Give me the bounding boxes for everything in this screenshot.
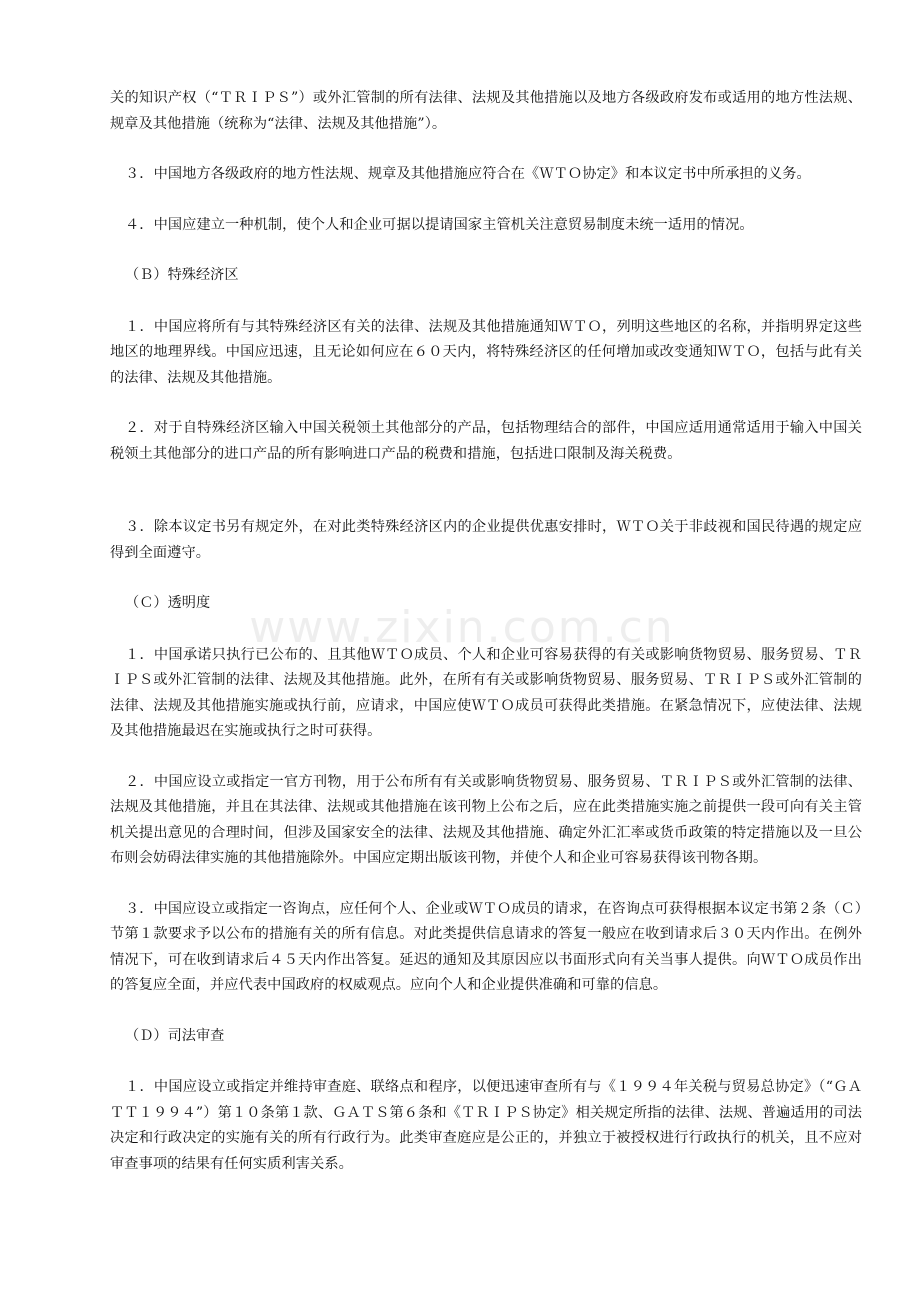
section-heading-b: （Ｂ）特殊经济区 (125, 267, 239, 283)
watermark: www.zixin.com.cn (249, 602, 675, 653)
paragraph-item-4: ４．中国应建立一种机制，使个人和企业可据以提请国家主管机关注意贸易制度未统一适用的情况。 (125, 216, 754, 233)
section-b-item-3: ３．除本议定书另有规定外，在对此类特殊经济区内的企业提供优惠安排时，ＷＴＯ关于非歧视和国民待遇的规定应得到全面遵守。 (110, 519, 862, 561)
section-c-item-1: １．中国承诺只执行已公布的、且其他ＷＴＯ成员、个人和企业可容易获得的有关或影响货物贸易、服务贸易、ＴＲＩＰＳ或外汇管制的法律、法规及其他措施。此外，在所有有关或影响货物贸易、服务贸易、ＴＲＩＰＳ或外汇管制的法律、法规及其他措施实施或执行前，应请求，中国应使ＷＴＯ成员可获得此类措施。在紧急情况下，应使法律、法规及其他措施最迟在实施或执行之时可获得。 (110, 646, 862, 739)
section-heading-c: （Ｃ）透明度 (125, 595, 211, 611)
section-c-item-2: ２．中国应设立或指定一官方刊物，用于公布所有有关或影响货物贸易、服务贸易、ＴＲＩＰＳ或外汇管制的法律、法规及其他措施，并且在其法律、法规或其他措施在该刊物上公布之后，应在此类措施实施之前提供一段可向有关主管机关提出意见的合理时间，但涉及国家安全的法律、法规及其他措施、确定外汇汇率或货币政策的特定措施以及一旦公布则会妨碍法律实施的其他措施除外。中国应定期出版该刊物，并使个人和企业可容易获得该刊物各期。 (110, 773, 862, 866)
section-b-item-2: ２．对于自特殊经济区输入中国关税领土其他部分的产品，包括物理结合的部件，中国应适用通常适用于输入中国关税领土其他部分的进口产品的所有影响进口产品的税费和措施，包括进口限制及海关税费。 (110, 420, 862, 462)
document-body (110, 86, 862, 1202)
section-d-item-1: １．中国应设立或指定并维持审查庭、联络点和程序，以便迅速审查所有与《１９９４年关税与贸易总协定》（“ＧＡＴＴ１９９４”）第１０条第１款、ＧＡＴＳ第６条和《ＴＲＩＰＳ协定》相关规定所指的法律、法规、普遍适用的司法决定和行政决定的实施有关的所有行政行为。此类审查庭应是公正的，并独立于被授权进行行政执行的机关，且不应对审查事项的结果有任何实质利害关系。 (110, 1079, 862, 1172)
section-c-item-3: ３．中国应设立或指定一咨询点，应任何个人、企业或ＷＴＯ成员的请求，在咨询点可获得根据本议定书第２条（Ｃ）节第１款要求予以公布的措施有关的所有信息。对此类提供信息请求的答复一般应在收到请求后３０天内作出。在例外情况下，可在收到请求后４５天内作出答复。延迟的通知及其原因应以书面形式向有关当事人提供。向ＷＴＯ成员作出的答复应全面，并应代表中国政府的权威观点。应向个人和企业提供准确和可靠的信息。 (110, 900, 862, 993)
paragraph-item-3: ３．中国地方各级政府的地方性法规、规章及其他措施应符合在《ＷＴＯ协定》和本议定书中所承担的义务。 (125, 166, 811, 182)
paragraph-continuation: 关的知识产权（“ＴＲＩＰＳ”）或外汇管制的所有法律、法规及其他措施以及地方各级政府发布或适用的地方性法规、规章及其他措施（统称为“法律、法规及其他措施”）。 (110, 90, 862, 132)
section-b-item-1: １．中国应将所有与其特殊经济区有关的法律、法规及其他措施通知ＷＴＯ，列明这些地区的名称，并指明界定这些地区的地理界线。中国应迅速，且无论如何应在６０天内，将特殊经济区的任何增加或改变通知ＷＴＯ，包括与此有关的法律、法规及其他措施。 (110, 318, 862, 386)
section-heading-d: （Ｄ）司法审查 (125, 1027, 225, 1044)
